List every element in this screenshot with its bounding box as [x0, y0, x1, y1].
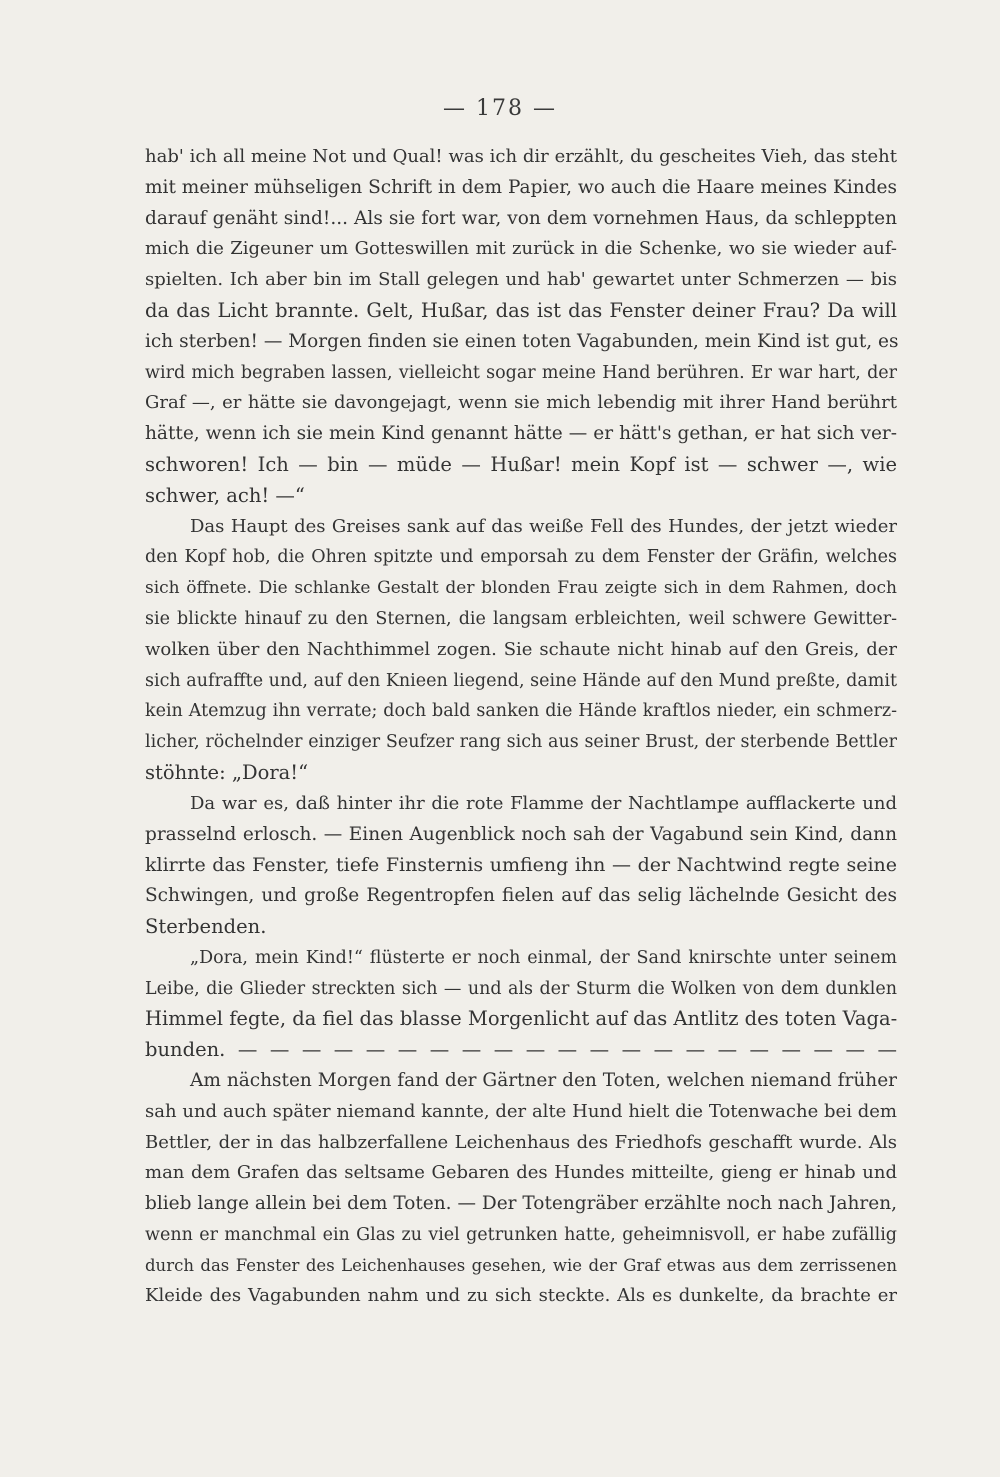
text-line: Kleide des Vagabunden nahm und zu sich steckte. Als es dunkelte, da brachte er	[145, 1285, 897, 1307]
text-line: kein Atemzug ihn verrate; doch bald sanken die Hände kraftlos nieder, ein schmerz-	[145, 701, 897, 722]
text-line: Leibe, die Glieder streckten sich — und als der Sturm die Wolken von dem dunklen	[145, 978, 897, 999]
text-line: schworen! Ich — bin — müde — Hußar! mein Kopf ist — schwer —, wie	[145, 452, 897, 476]
text-line: stöhnte: „Dora!“	[145, 760, 309, 784]
text-line: Bettler, der in das halbzerfallene Leichenhaus des Friedhofs geschafft wurde. Als	[145, 1131, 897, 1153]
text-line: schwer, ach! —“	[145, 483, 305, 507]
text-line: „Dora, mein Kind!“ flüsterte er noch einmal, der Sand knirschte unter seinem	[190, 947, 897, 968]
text-line: wenn er manchmal ein Glas zu viel getrunken hatte, geheimnisvoll, er habe zufällig	[145, 1224, 897, 1245]
text-line: durch das Fenster des Leichenhauses gesehen, wie der Graf etwas aus dem zerrissenen	[145, 1255, 897, 1275]
text-line: sich aufraffte und, auf den Knieen liegend, seine Hände auf den Mund preßte, damit	[145, 670, 897, 691]
text-line: da das Licht brannte. Gelt, Hußar, das ist das Fenster deiner Frau? Da will	[145, 298, 897, 322]
text-line: Sterbenden.	[145, 914, 267, 938]
text-line: darauf genäht sind!... Als sie fort war, von dem vornehmen Haus, da schleppten	[145, 207, 897, 229]
text-line: prasselnd erlosch. — Einen Augenblick noch sah der Vagabund sein Kind, dann	[145, 823, 897, 845]
text-line: Am nächsten Morgen fand der Gärtner den Toten, welchen niemand früher	[190, 1069, 897, 1091]
text-line: man dem Grafen das seltsame Gebaren des Hundes mitteilte, gieng er hinab und	[145, 1162, 897, 1184]
page-number: — 178 —	[443, 96, 557, 121]
text-line: Schwingen, und große Regentropfen fielen auf das selig lächelnde Gesicht des	[145, 885, 897, 907]
text-line: spielten. Ich aber bin im Stall gelegen und hab' gewartet unter Schmerzen — bis	[145, 269, 897, 291]
text-line: ich sterben! — Morgen finden sie einen toten Vagabunden, mein Kind ist gut, es	[145, 330, 899, 352]
text-line: sah und auch später niemand kannte, der alte Hund hielt die Totenwache bei dem	[145, 1100, 897, 1122]
text-line: mich die Zigeuner um Gotteswillen mit zurück in die Schenke, wo sie wieder auf-	[145, 238, 897, 260]
text-line: sich öffnete. Die schlanke Gestalt der blonden Frau zeigte sich in dem Rahmen, doch	[145, 578, 897, 599]
text-line: hab' ich all meine Not und Qual! was ich dir erzählt, du gescheites Vieh, das steht	[145, 146, 897, 167]
text-line: hätte, wenn ich sie mein Kind genannt hätte — er hätt's gethan, er hat sich ver-	[145, 423, 897, 445]
text-line: sie blickte hinauf zu den Sternen, die langsam erbleichten, weil schwere Gewitter-	[145, 608, 897, 629]
text-line: Himmel fegte, da fiel das blasse Morgenlicht auf das Antlitz des toten Vaga-	[145, 1007, 898, 1031]
text-line: wolken über den Nachthimmel zogen. Sie schaute nicht hinab auf den Greis, der	[145, 638, 897, 660]
body-text	[145, 142, 897, 1312]
text-line: Das Haupt des Greises sank auf das weiße Fell des Hundes, der jetzt wieder	[190, 515, 897, 537]
text-line: blieb lange allein bei dem Toten. — Der Totengräber erzählte noch nach Jahren,	[145, 1193, 897, 1215]
text-line: klirrte das Fenster, tiefe Finsternis umfieng ihn — der Nachtwind regte seine	[145, 854, 897, 877]
text-line: Graf —, er hätte sie davongejagt, wenn sie mich lebendig mit ihrer Hand berührt	[145, 392, 897, 414]
text-line: licher, röchelnder einziger Seufzer rang sich aus seiner Brust, der sterbende Bettler	[145, 732, 897, 753]
text-line: wird mich begraben lassen, vielleicht sogar meine Hand berühren. Er war hart, der	[145, 362, 897, 383]
text-line: mit meiner mühseligen Schrift in dem Papier, wo auch die Haare meines Kindes	[145, 176, 897, 198]
text-line: Da war es, daß hinter ihr die rote Flamme der Nachtlampe aufflackerte und	[190, 792, 897, 814]
text-line: bunden. — — — — — — — — — — — — — — — — — — — — —	[145, 1038, 897, 1062]
text-line: den Kopf hob, die Ohren spitzte und emporsah zu dem Fenster der Gräfin, welches	[145, 547, 897, 568]
